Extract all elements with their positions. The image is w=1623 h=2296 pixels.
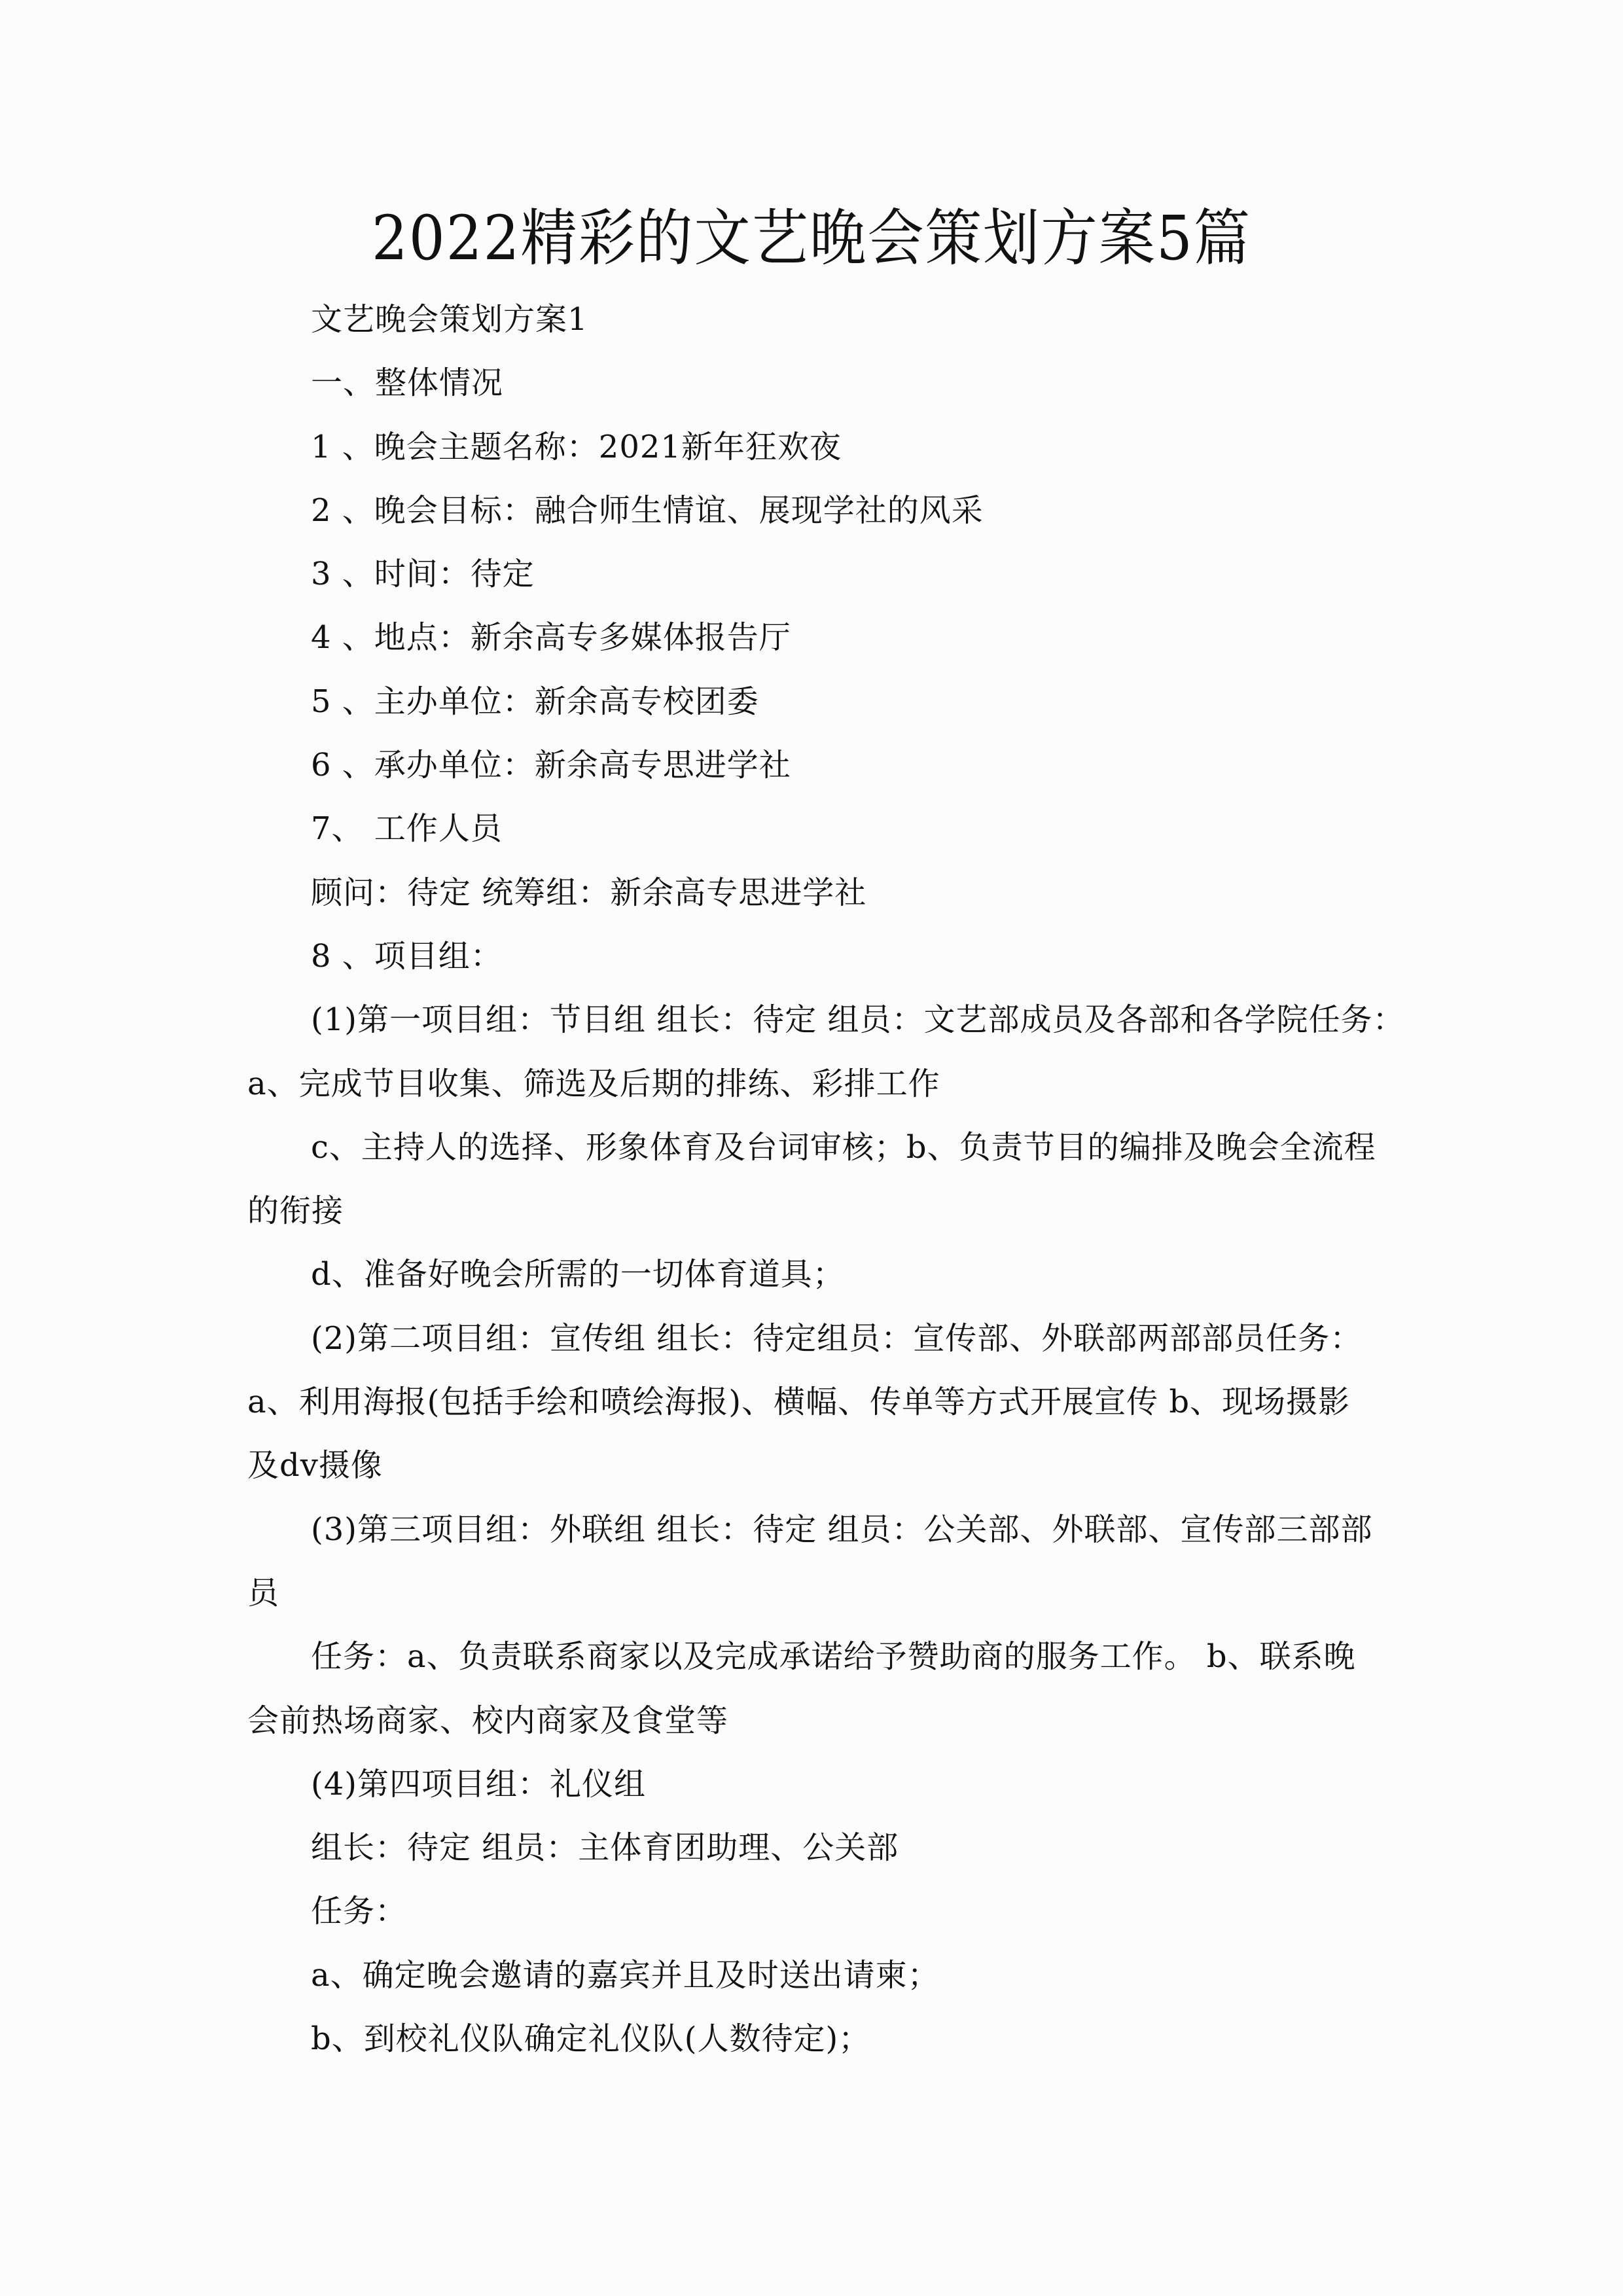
paragraph: 任务：a、负责联系商家以及完成承诺给予赞助商的服务工作。 b、联系晚 bbox=[311, 1638, 1356, 1676]
paragraph-continuation: 及dv摄像 bbox=[247, 1447, 383, 1484]
paragraph: 8 、项目组： bbox=[311, 937, 503, 975]
paragraph: 1 、晚会主题名称：2021新年狂欢夜 bbox=[311, 428, 842, 465]
paragraph-continuation: a、完成节目收集、筛选及后期的排练、彩排工作 bbox=[247, 1065, 940, 1102]
paragraph: 6 、承办单位：新余高专思进学社 bbox=[311, 747, 791, 784]
section-heading: 文艺晚会策划方案1 bbox=[311, 301, 588, 338]
paragraph-continuation: 员 bbox=[247, 1574, 280, 1611]
document-body bbox=[247, 288, 1405, 2071]
paragraph: (2)第二项目组：宣传组 组长：待定组员：宣传部、外联部两部部员任务： bbox=[311, 1319, 1363, 1357]
paragraph: a、确定晚会邀请的嘉宾并且及时送出请柬； bbox=[311, 1956, 940, 1994]
paragraph: (4)第四项目组：礼仪组 bbox=[311, 1765, 646, 1803]
paragraph-continuation: a、利用海报(包括手绘和喷绘海报)、横幅、传单等方式开展宣传 b、现场摄影 bbox=[247, 1384, 1351, 1421]
paragraph: 5 、主办单位：新余高专校团委 bbox=[311, 683, 759, 720]
paragraph-continuation: 会前热场商家、校内商家及食堂等 bbox=[247, 1702, 729, 1739]
paragraph: 7、 工作人员 bbox=[311, 810, 503, 848]
paragraph: 3 、时间：待定 bbox=[311, 556, 535, 593]
chapter-heading: 一、整体情况 bbox=[311, 365, 504, 402]
paragraph: c、主持人的选择、形象体育及台词审核；b、负责节目的编排及晚会全流程 bbox=[311, 1128, 1376, 1166]
paragraph: 4 、地点：新余高专多媒体报告厅 bbox=[311, 619, 791, 656]
paragraph: 2 、晚会目标：融合师生情谊、展现学社的风采 bbox=[311, 492, 984, 529]
paragraph: (1)第一项目组：节目组 组长：待定 组员：文艺部成员及各部和各学院任务： bbox=[311, 1001, 1405, 1039]
document-title: 2022精彩的文艺晚会策划方案5篇 bbox=[371, 203, 1252, 274]
paragraph: (3)第三项目组：外联组 组长：待定 组员：公关部、外联部、宣传部三部部 bbox=[311, 1511, 1373, 1548]
paragraph: 组长：待定 组员：主体育团助理、公关部 bbox=[311, 1829, 899, 1867]
paragraph-continuation: 的衔接 bbox=[247, 1193, 344, 1230]
paragraph: 顾问：待定 统筹组：新余高专思进学社 bbox=[311, 874, 867, 911]
paragraph: b、到校礼仪队确定礼仪队(人数待定)； bbox=[311, 2020, 871, 2058]
paragraph: 任务： bbox=[311, 1893, 408, 1930]
paragraph: d、准备好晚会所需的一切体育道具； bbox=[311, 1256, 845, 1293]
